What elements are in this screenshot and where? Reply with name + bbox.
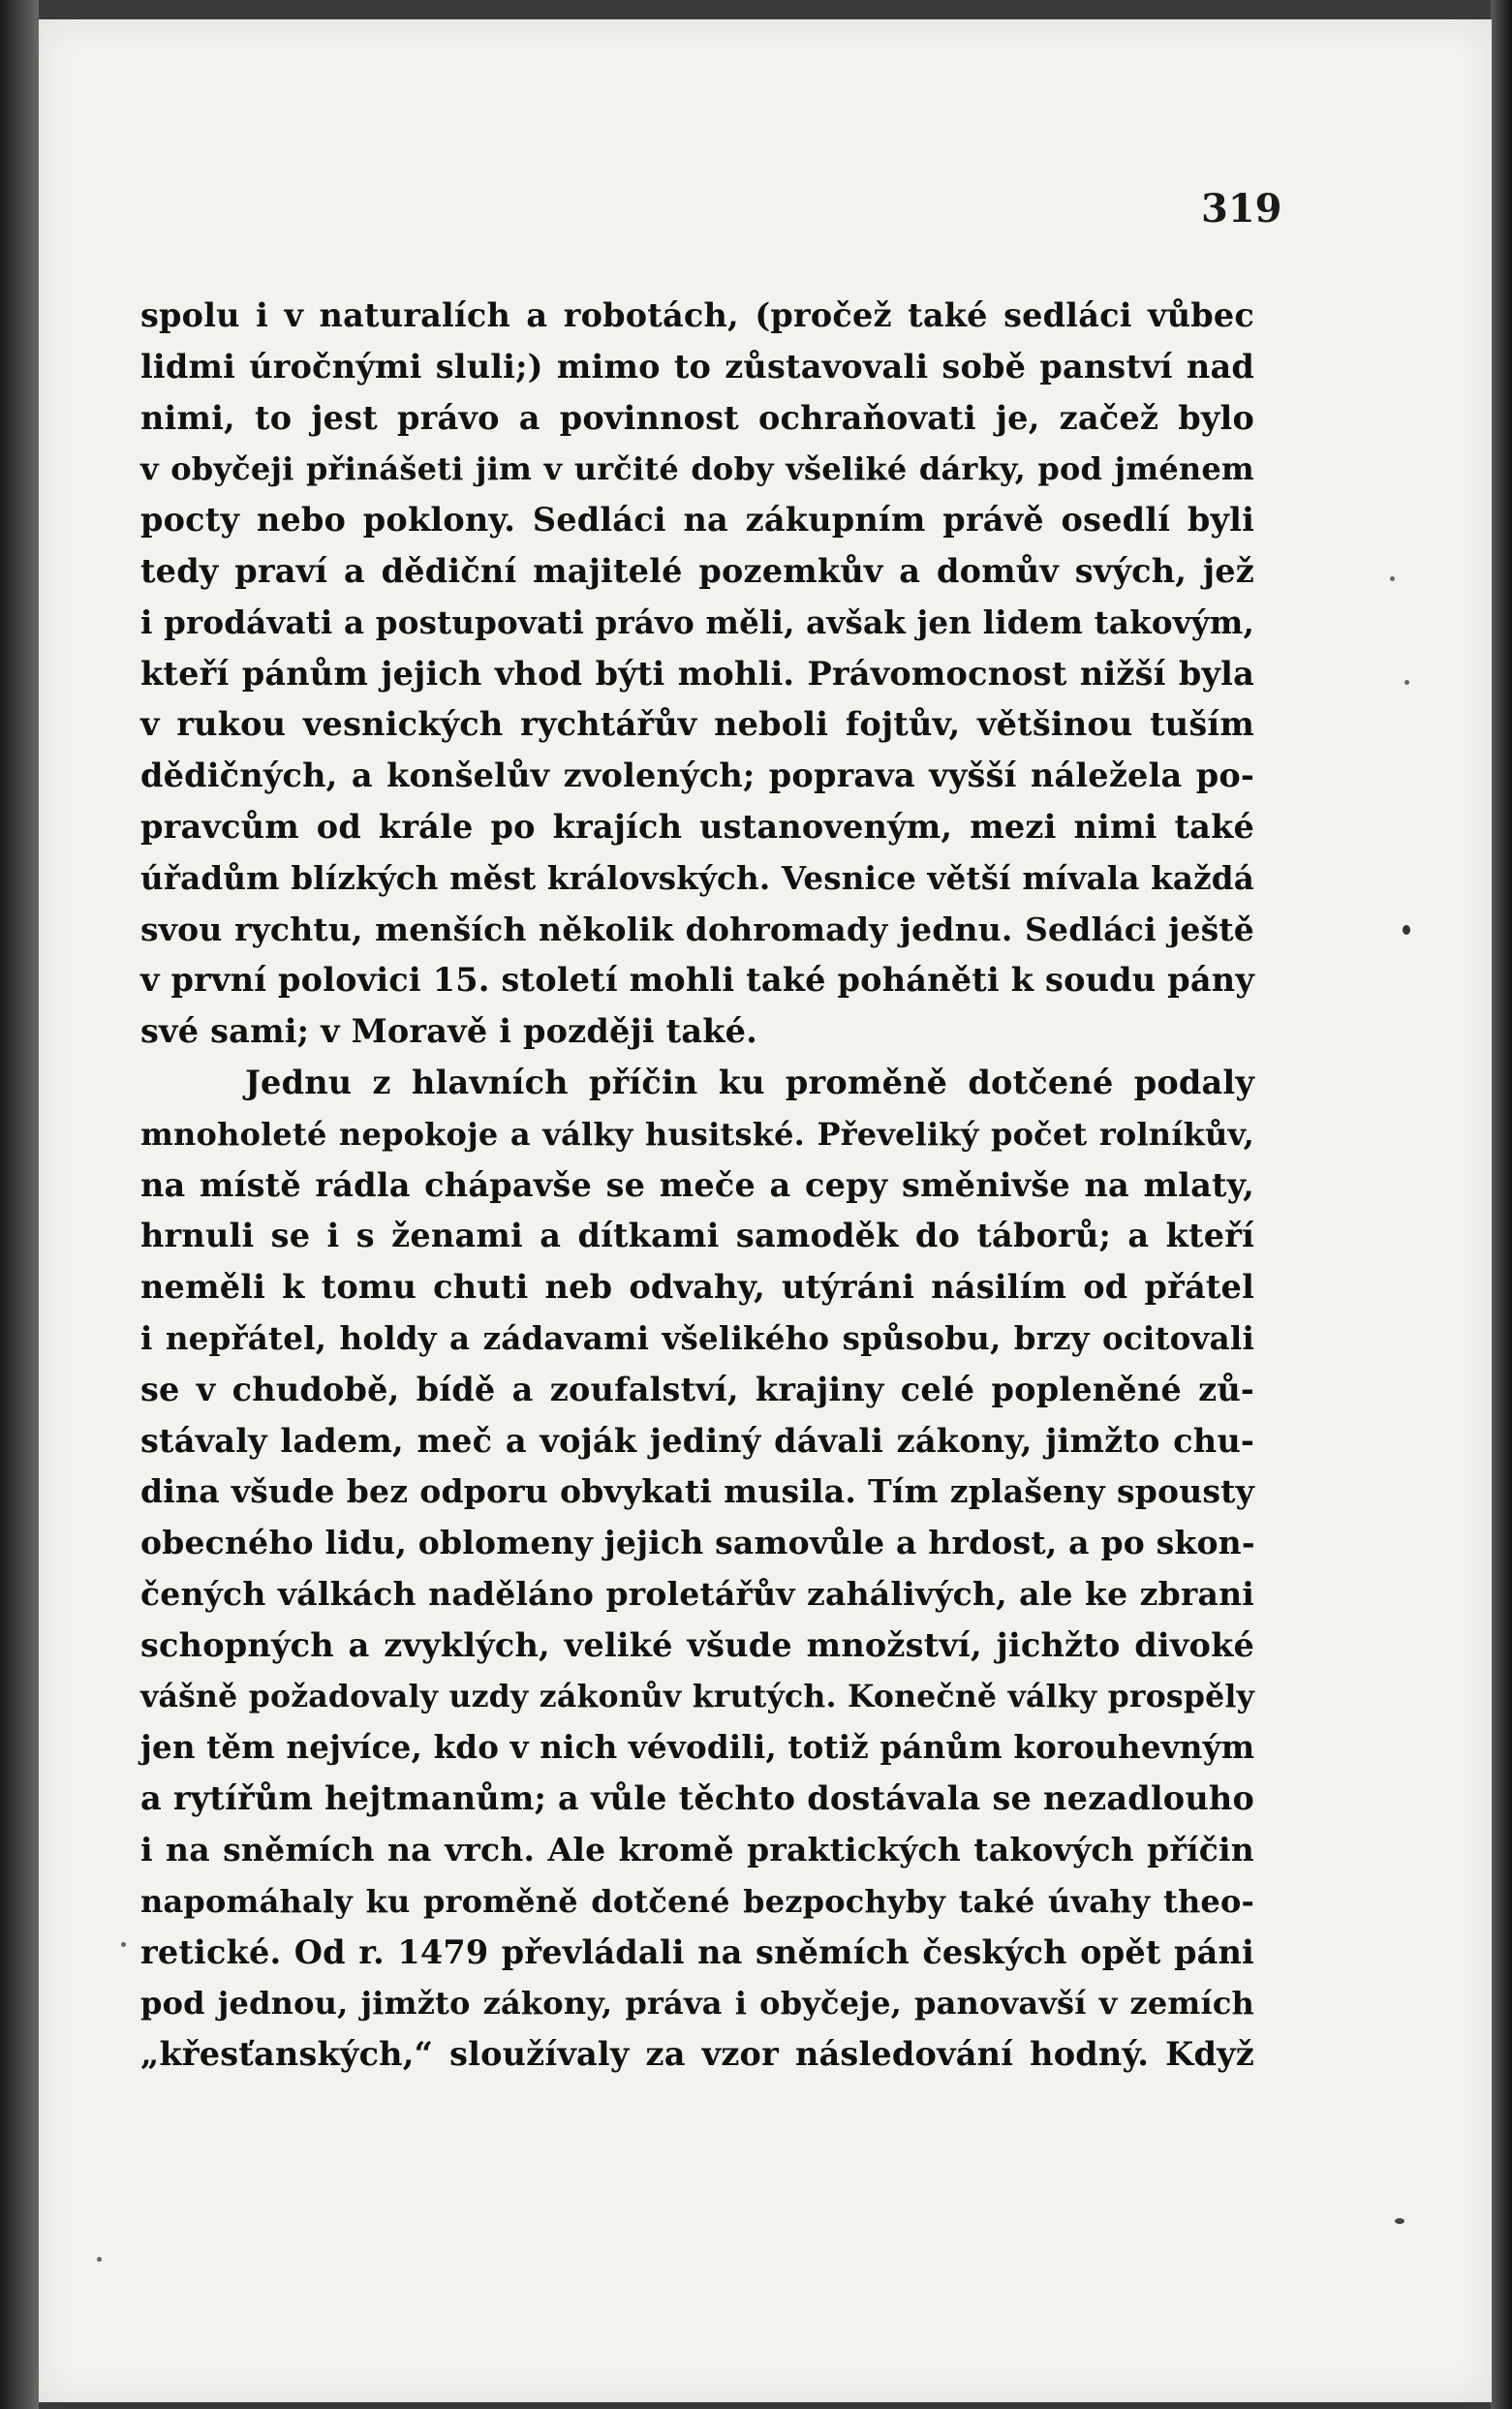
text-line: retické. Od r. 1479 převládali na sněmích českých opět páni xyxy=(140,1932,1254,1971)
scan-edge-left xyxy=(0,0,39,2409)
scan-speck xyxy=(121,1942,126,1947)
text-line: na místě rádla chápavše se meče a cepy směnivše na mlaty, xyxy=(140,1165,1254,1204)
text-line: i na sněmích na vrch. Ale kromě praktických takových příčin xyxy=(140,1830,1254,1869)
text-line: kteří pánům jejich vhod býti mohli. Právomocnost nižší byla xyxy=(140,654,1254,693)
text-line: dědičných, a konšelův zvolených; poprava vyšší náležela po- xyxy=(140,757,1254,795)
text-line: lidmi úročnými sluli;) mimo to zůstavovali sobě panství nad xyxy=(140,347,1254,386)
text-line: neměli k tomu chuti neb odvahy, utýráni násilím od přátel xyxy=(140,1268,1254,1307)
text-line: svou rychtu, menších několik dohromady jednu. Sedláci ještě xyxy=(140,910,1254,948)
text-line: obecného lidu, oblomeny jejich samovůle a hrdost, a po skon- xyxy=(140,1524,1255,1562)
text-line: mnoholeté nepokoje a války husitské. Převeliký počet rolníkův, xyxy=(140,1115,1254,1153)
body-text xyxy=(140,291,1254,2081)
text-line: pod jednou, jimžto zákony, práva i obyčeje, panovavší v zemích xyxy=(140,1985,1254,2023)
text-line: vášně požadovaly uzdy zákonův krutých. Konečně války prospěly xyxy=(140,1678,1254,1714)
text-line: v rukou vesnických rychtářův neboli fojtův, většinou tuším xyxy=(140,705,1254,744)
text-line: v obyčeji přinášeti jim v určité doby všeliké dárky, pod jménem xyxy=(140,450,1254,488)
text-line: nimi, to jest právo a povinnost ochraňovati je, začež bylo xyxy=(140,398,1254,437)
text-line: pravcům od krále po krajích ustanoveným, mezi nimi také xyxy=(140,807,1254,846)
text-line: čených válkách naděláno proletářův zahálivých, ale ke zbrani xyxy=(140,1574,1254,1613)
text-line: „křesťanských,“ sloužívaly za vzor následování hodný. Když xyxy=(140,2035,1254,2074)
paragraph-1 xyxy=(140,291,1254,1058)
text-line: napomáhaly ku proměně dotčené bezpochyby také úvahy theo- xyxy=(140,1882,1254,1920)
text-line: tedy praví a dědiční majitelé pozemkův a domův svých, jež xyxy=(140,551,1254,590)
text-line: hrnuli se i s ženami a dítkami samoděk do táborů; a kteří xyxy=(140,1217,1254,1255)
scan-edge-right xyxy=(1491,0,1512,2409)
text-line: schopných a zvyklých, veliké všude množství, jichžto divoké xyxy=(140,1625,1254,1664)
text-line: Jednu z hlavních příčin ku proměně dotčené podaly xyxy=(245,1063,1254,1101)
paragraph-2 xyxy=(140,1058,1254,2081)
page-number: 319 xyxy=(1201,186,1282,232)
text-line: úřadům blízkých měst královských. Vesnice větší mívala každá xyxy=(140,858,1254,897)
text-line: v první polovici 15. století mohli také poháněti k soudu pány xyxy=(140,961,1254,1000)
text-line: dina všude bez odporu obvykati musila. Tím zplašeny spousty xyxy=(140,1472,1254,1511)
text-line: i prodávati a postupovati právo měli, avšak jen lidem takovým, xyxy=(140,602,1254,641)
text-line: spolu i v naturalích a robotách, (pročež také sedláci vůbec xyxy=(140,296,1254,334)
scan-speck xyxy=(1404,680,1409,685)
text-line: jen těm nejvíce, kdo v nich vévodili, totiž pánům korouhevným xyxy=(140,1728,1255,1767)
text-line: stávaly ladem, meč a voják jediný dávali zákony, jimžto chu- xyxy=(140,1421,1254,1460)
scan-speck xyxy=(1395,2218,1404,2224)
text-line: a rytířům hejtmanům; a vůle těchto dostávala se nezadlouho xyxy=(140,1779,1254,1818)
text-line: své sami; v Moravě i později také. xyxy=(140,1012,758,1051)
scan-speck xyxy=(1390,576,1395,581)
text-line: pocty nebo poklony. Sedláci na zákupním právě osedlí byli xyxy=(140,501,1254,540)
text-line: se v chudobě, bídě a zoufalství, krajiny celé popleněné zů- xyxy=(140,1370,1254,1408)
text-line: i nepřátel, holdy a zádavami všelikého spůsobu, brzy ocitovali xyxy=(140,1318,1254,1357)
scan-speck xyxy=(1403,925,1410,935)
scan-speck xyxy=(97,2257,102,2262)
